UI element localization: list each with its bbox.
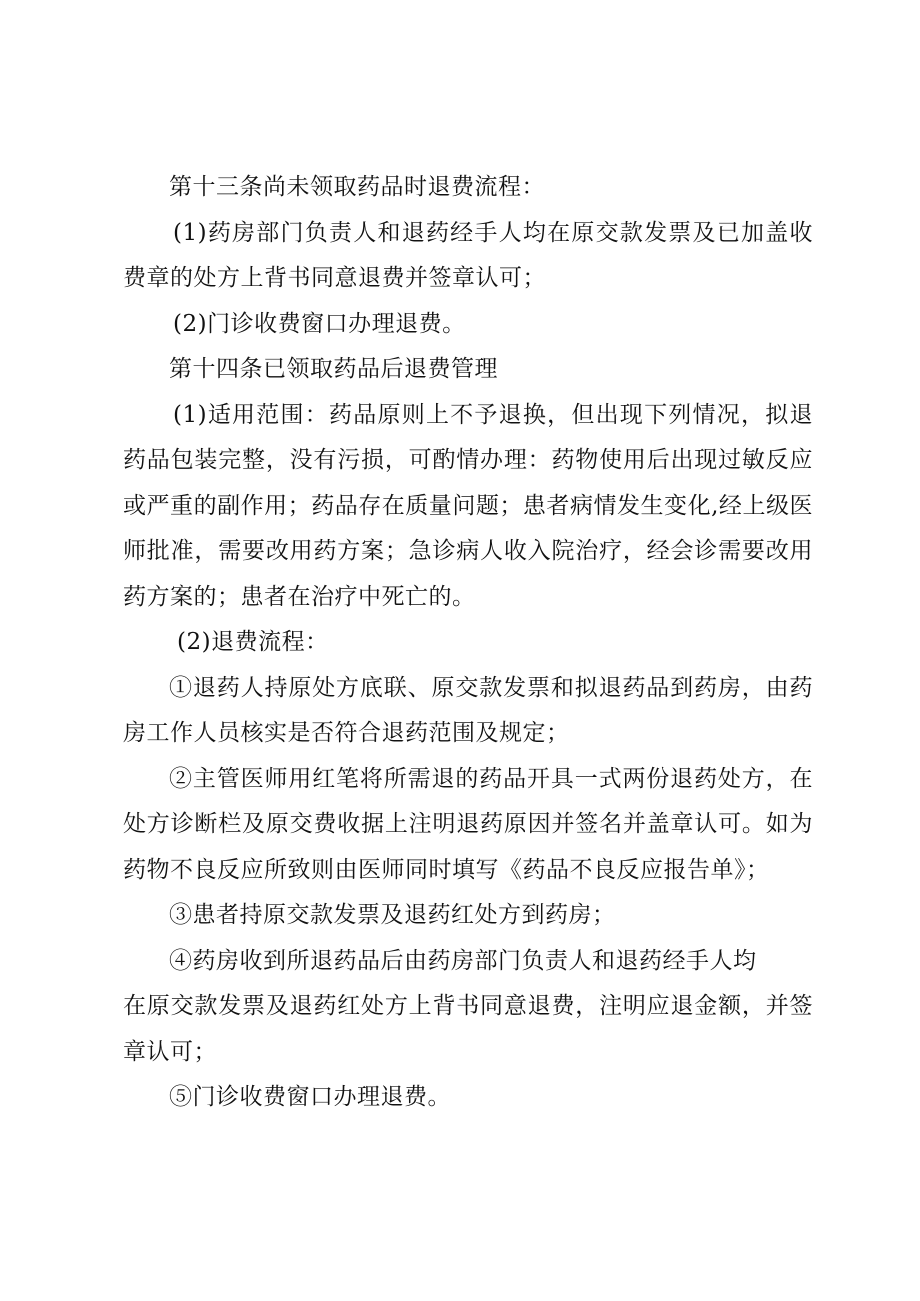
article-14-process-heading: (2)退费流程： xyxy=(177,629,329,655)
document-body xyxy=(123,165,813,1121)
process-step-1: ①退药人持原处方底联、原交款发票和拟退药品到药房，由药房工作人员核实是否符合退药范围及规定； xyxy=(123,674,813,746)
process-step-2: ②主管医师用红笔将所需退的药品开具一式两份退药处方，在处方诊断栏及原交费收据上注明退药原因并签名并盖章认可。如为药物不良反应所致则由医师同时填写《药品不良反应报告单》； xyxy=(123,765,813,883)
article-13-heading: 第十三条尚未领取药品时退费流程： xyxy=(169,174,545,200)
process-step-5: ⑤门诊收费窗口办理退费。 xyxy=(169,1084,451,1110)
article-13-item-2: (2)门诊收费窗口办理退费。 xyxy=(173,310,466,337)
article-14-scope: (1)适用范围：药品原则上不予退换，但出现下列情况，拟退药品包装完整，没有污损，可酌情办理：药物使用后出现过敏反应或严重的副作用；药品存在质量问题；患者病情发生变化,经上级医师批准，需要改用药方案；急诊病人收入院治疗，经会诊需要改用药方案的；患者在治疗中死亡的。 xyxy=(123,401,813,610)
process-step-3: ③患者持原交款发票及退药红处方到药房； xyxy=(169,902,616,928)
article-14-heading: 第十四条已领取药品后退费管理 xyxy=(169,356,498,382)
process-step-4-line-1: ④药房收到所退药品后由药房部门负责人和退药经手人均 xyxy=(169,947,757,974)
process-step-4-continued: 在原交款发票及退药红处方上背书同意退费，注明应退金额，并签章认可； xyxy=(123,993,813,1065)
article-13-item-1: (1)药房部门负责人和退药经手人均在原交款发票及已加盖收费章的处方上背书同意退费并签章认可； xyxy=(123,219,813,291)
